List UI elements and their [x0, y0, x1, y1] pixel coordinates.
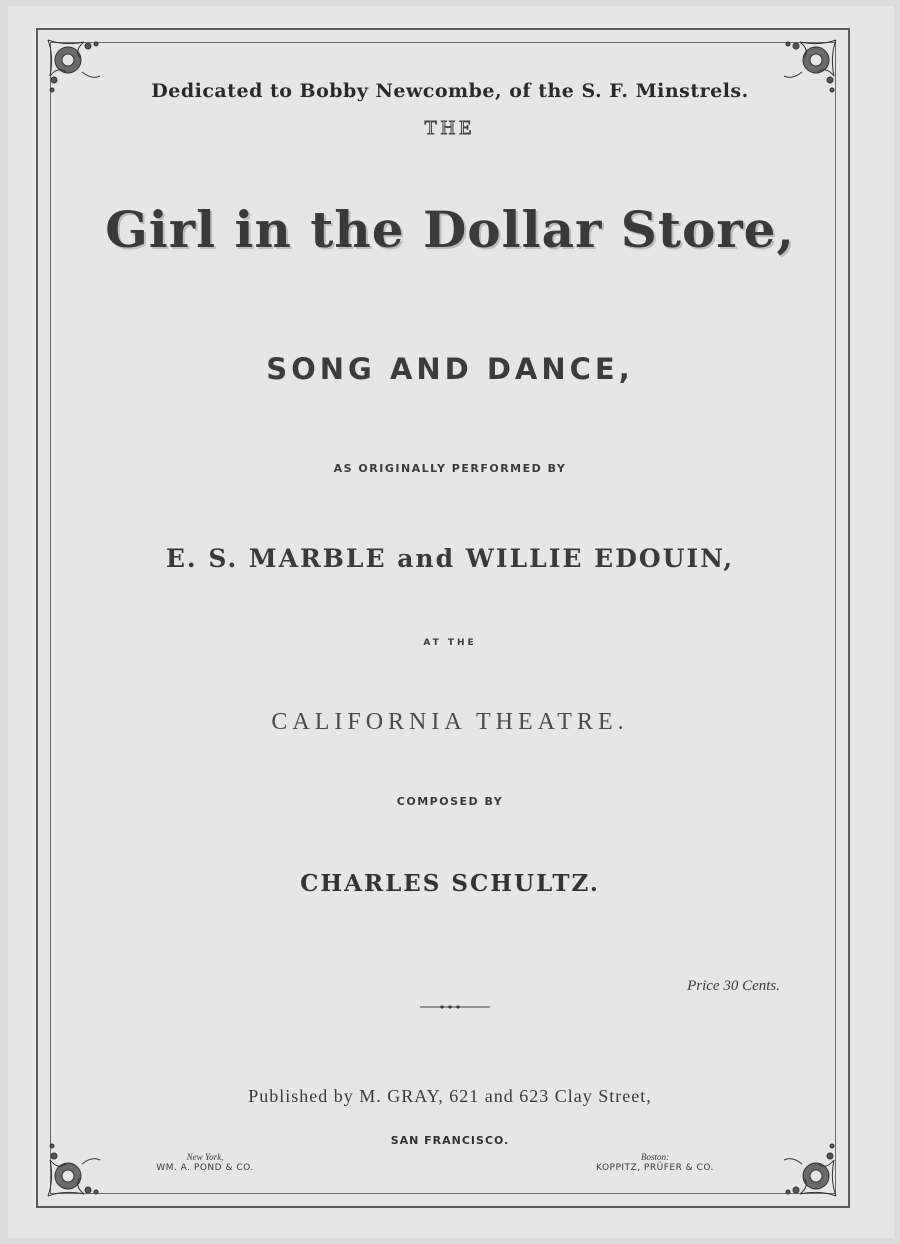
agent-boston	[570, 1152, 740, 1173]
venue-name: CALIFORNIA THEATRE.	[271, 709, 629, 735]
composer-name: CHARLES SCHULTZ.	[300, 870, 600, 897]
agent-name: KOPPITZ, PRÜFER & CO.	[596, 1163, 714, 1173]
agent-new-york	[120, 1152, 290, 1173]
title-article: THE	[424, 117, 476, 139]
performers-names: E. S. MARBLE and WILLIE EDOUIN,	[165, 544, 735, 573]
agent-location: New York,	[186, 1152, 224, 1162]
performed-by-label: AS ORIGINALLY PERFORMED BY	[333, 462, 567, 475]
publisher-city: SAN FRANCISCO.	[390, 1134, 510, 1147]
composed-by-label: COMPOSED BY	[396, 795, 504, 808]
song-subtitle: SONG AND DANCE,	[266, 352, 634, 386]
at-the-label: AT THE	[423, 638, 477, 648]
dedication-text: Dedicated to Bobby Newcombe, of the S. F. Minstrels.	[151, 80, 749, 102]
ornamental-divider-icon	[420, 994, 490, 998]
agent-location: Boston:	[641, 1152, 669, 1162]
price-label: Price 30 Cents.	[687, 978, 780, 994]
publisher-line: Published by M. GRAY, 621 and 623 Clay Street,	[248, 1086, 652, 1106]
song-title: Girl in the Dollar Store,	[105, 200, 795, 259]
agent-name: WM. A. POND & CO.	[156, 1163, 254, 1173]
